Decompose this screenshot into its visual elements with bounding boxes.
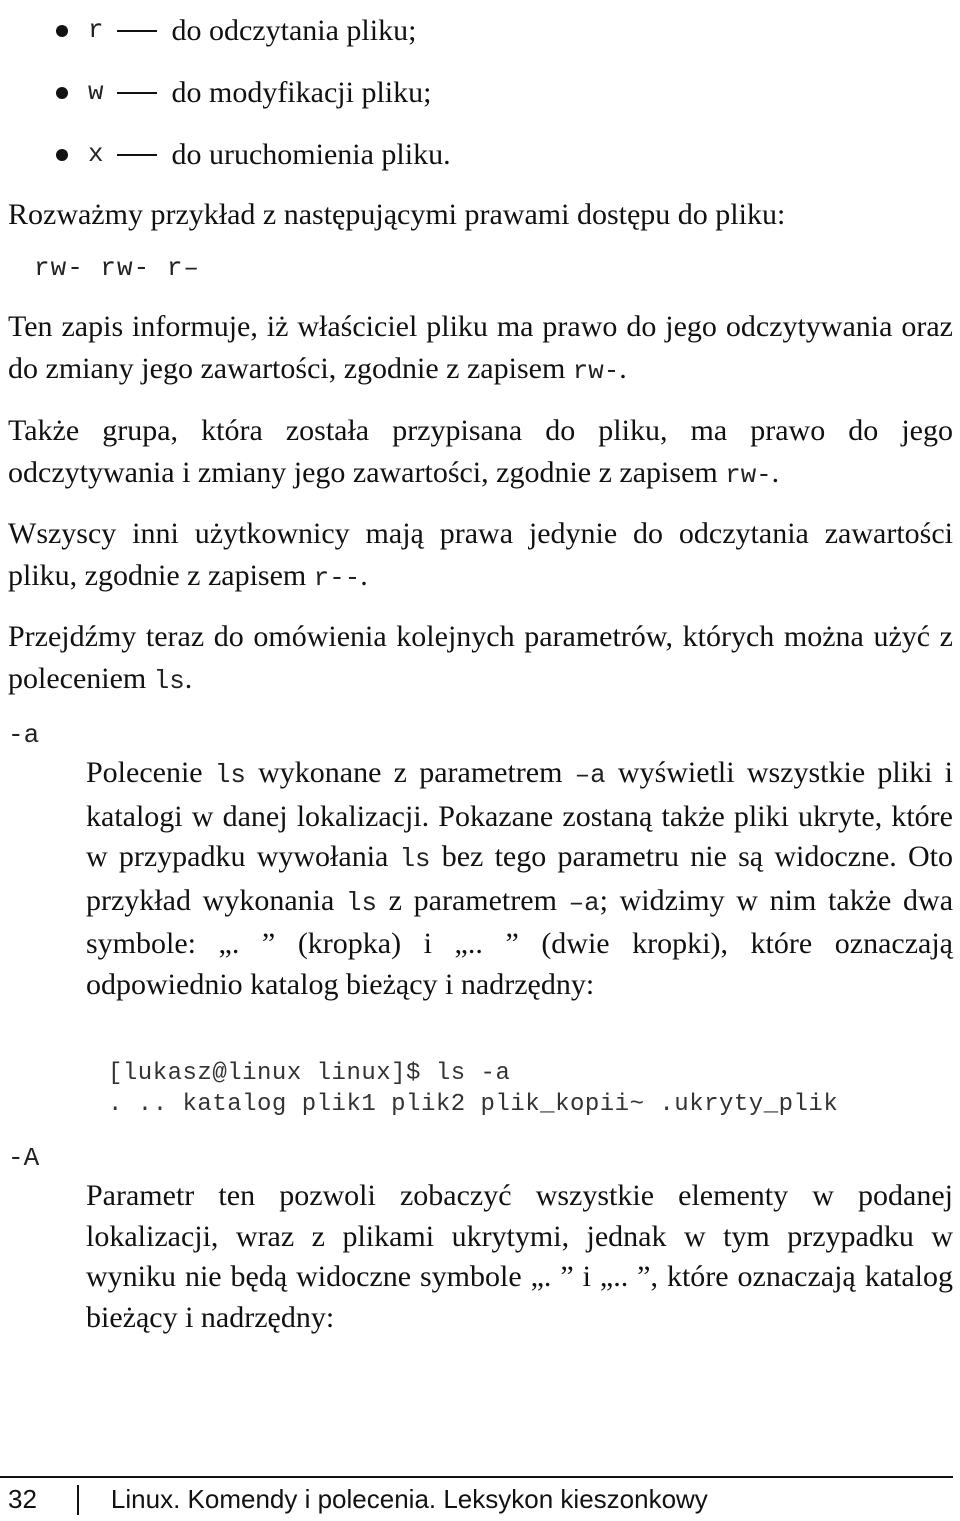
page-number: 32: [8, 1484, 37, 1514]
next-code: ls: [153, 667, 185, 696]
option-a-text: Polecenie: [86, 756, 215, 789]
permission-list: [8, 0, 451, 186]
permission-text: do uruchomienia pliku.: [171, 138, 451, 171]
inline-code: ls: [345, 888, 377, 918]
option-a-text: bez tego parametru nie są widoczne. Oto przykład wykonania: [86, 840, 953, 917]
others-text: Wszyscy inni użytkownicy mają prawa jedynie do odczytania zawartości pliku, zgodnie z zapisem: [8, 517, 953, 592]
option-a-text: wykonane z parametrem: [245, 756, 575, 789]
dash-icon: [117, 154, 157, 156]
permission-code: w: [88, 78, 104, 107]
inline-code: ls: [399, 845, 431, 874]
group-text: Także grupa, która została przypisana do pliku, ma prawo do jego odczytywania i zmiany jego zawartości, zgodnie z zapisem: [8, 414, 953, 489]
option-a-description: [86, 753, 953, 1005]
owner-paragraph: Ten zapis informuje, iż właściciel pliku ma prawo do jego odczytywania oraz do zmiany jego zawartości, zgodnie z zapisem rw-.: [8, 310, 953, 386]
intro-paragraph: Rozważmy przykład z następującymi prawami dostępu do pliku:: [8, 198, 786, 231]
code-line: [lukasz@linux linux]$ ls -a: [108, 1060, 511, 1087]
permission-text: do modyfikacji pliku;: [171, 76, 432, 109]
permission-text: do odczytania pliku;: [171, 14, 417, 47]
book-title: Linux. Komendy i polecenia. Leksykon kieszonkowy: [110, 1484, 708, 1514]
list-item: [8, 124, 451, 186]
option-label-a: -a: [8, 720, 40, 750]
list-item: [8, 0, 451, 62]
inline-code: –a: [574, 761, 606, 790]
permission-example: rw- rw- r–: [34, 253, 201, 283]
bullet-icon: [56, 87, 68, 99]
permission-code: r: [88, 16, 104, 45]
bullet-icon: [56, 25, 68, 37]
option-A-description: Parametr ten pozwoli zobaczyć wszystkie elementy w podanej lokalizacji, wraz z plikami ukrytymi, jednak w tym przypadku w wyniku nie będą widoczne symbole „. ” i „.. ”, które oznaczają katalog bieżący i nadrzędny:: [86, 1179, 953, 1334]
list-item: [8, 62, 451, 124]
option-label-A: -A: [8, 1143, 40, 1173]
group-code: rw-: [725, 461, 772, 490]
next-text: Przejdźmy teraz do omówienia kolejnych parametrów, których można użyć z poleceniem: [8, 620, 953, 695]
others-code: r--: [313, 564, 361, 593]
option-a-text: z parametrem: [376, 883, 569, 917]
owner-code: rw-: [572, 357, 620, 386]
page-footer: [8, 1484, 708, 1515]
option-a-text: ; widzimy w nim także dwa symbole: „. ” (kropka) i „.. ” (dwie kropki), które oznaczają odpowiednio katalog bieżący i nadrzędny:: [86, 883, 954, 1001]
inline-code: –a: [568, 888, 600, 918]
group-paragraph: Także grupa, która została przypisana do pliku, ma prawo do jego odczytywania i zmiany jego zawartości, zgodnie z zapisem rw-.: [8, 414, 953, 490]
permission-code: x: [88, 140, 104, 169]
next-paragraph: Przejdźmy teraz do omówienia kolejnych parametrów, których można użyć z poleceniem ls.: [8, 620, 953, 696]
footer-separator: [77, 1485, 79, 1515]
dash-icon: [117, 30, 157, 32]
inline-code: ls: [214, 761, 246, 790]
code-output: . .. katalog plik1 plik2 plik_kopii~ .ukryty_plik: [108, 1091, 839, 1118]
option-a-text: wyświetli wszystkie pliki i katalogi w danej lokalizacji. Pokazane zostaną także pliki ukryte, które w przypadku wywołania: [86, 756, 953, 873]
owner-text: Ten zapis informuje, iż właściciel pliku ma prawo do jego odczytywania oraz do zmiany jego zawartości, zgodnie z zapisem: [8, 310, 953, 385]
footer-divider: [0, 1476, 953, 1478]
bullet-icon: [56, 149, 68, 161]
dash-icon: [117, 92, 157, 94]
others-paragraph: Wszyscy inni użytkownicy mają prawa jedynie do odczytania zawartości pliku, zgodnie z zapisem r--.: [8, 517, 953, 593]
